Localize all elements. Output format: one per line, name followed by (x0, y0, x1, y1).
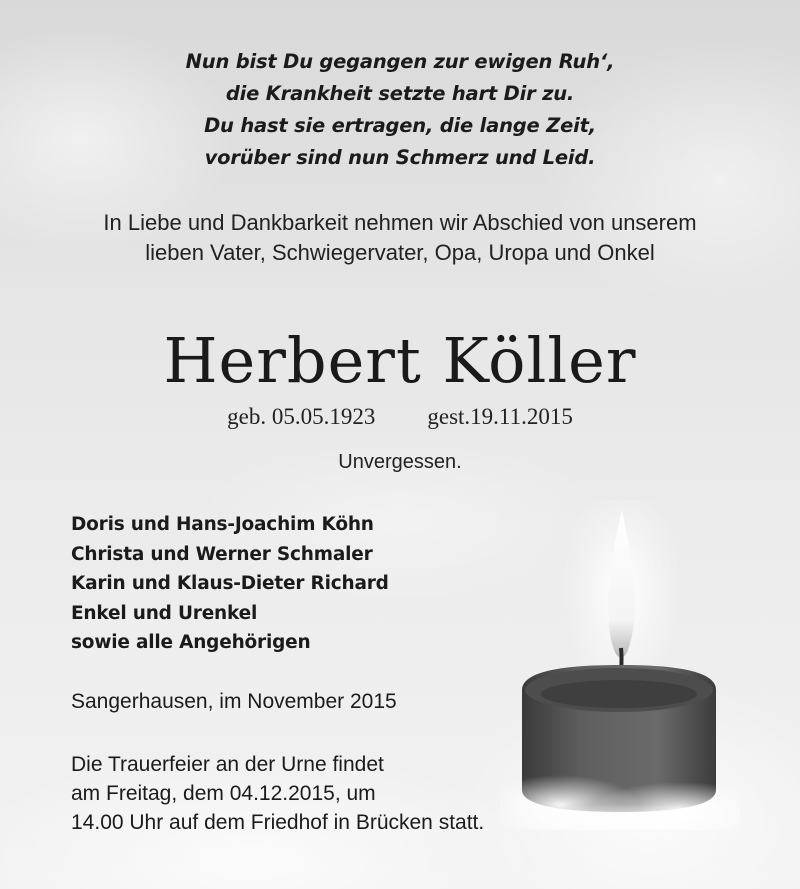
deceased-name: Herbert Köller (163, 324, 637, 397)
funeral-line: Die Trauerfeier an der Urne findet (71, 753, 384, 776)
mourner-line: Christa und Werner Schmaler (71, 543, 373, 565)
funeral-info (71, 750, 484, 837)
poem-line: die Krankheit setzte hart Dir zu. (225, 82, 575, 105)
mourner-line: Enkel und Urenkel (71, 602, 258, 624)
poem-line: Nun bist Du gegangen zur ewigen Ruh‘, (185, 50, 615, 73)
mourner-line: sowie alle Angehörigen (71, 632, 311, 653)
poem-line: vorüber sind nun Schmerz und Leid. (204, 146, 596, 169)
mourners-list (71, 510, 389, 658)
funeral-line: 14.00 Uhr auf dem Friedhof in Brücken statt. (71, 811, 485, 834)
candle-icon (500, 500, 740, 830)
closing-word: Unvergessen. (338, 451, 462, 473)
place-date: Sangerhausen, im November 2015 (71, 690, 397, 713)
life-dates (0, 402, 800, 432)
poem (0, 46, 800, 174)
birth-date: geb. 05.05.1923 (227, 404, 376, 429)
mourner-line: Karin und Klaus-Dieter Richard (71, 573, 389, 594)
death-date: gest.19.11.2015 (427, 404, 573, 429)
poem-line: Du hast sie ertragen, die lange Zeit, (204, 114, 596, 137)
funeral-line: am Freitag, dem 04.12.2015, um (71, 782, 376, 805)
intro-text: In Liebe und Dankbarkeit nehmen wir Abschied von unserem lieben Vater, Schwiegervater, Opa, Uropa und Onkel (103, 210, 697, 265)
mourner-line: Doris und Hans-Joachim Köhn (71, 514, 374, 535)
